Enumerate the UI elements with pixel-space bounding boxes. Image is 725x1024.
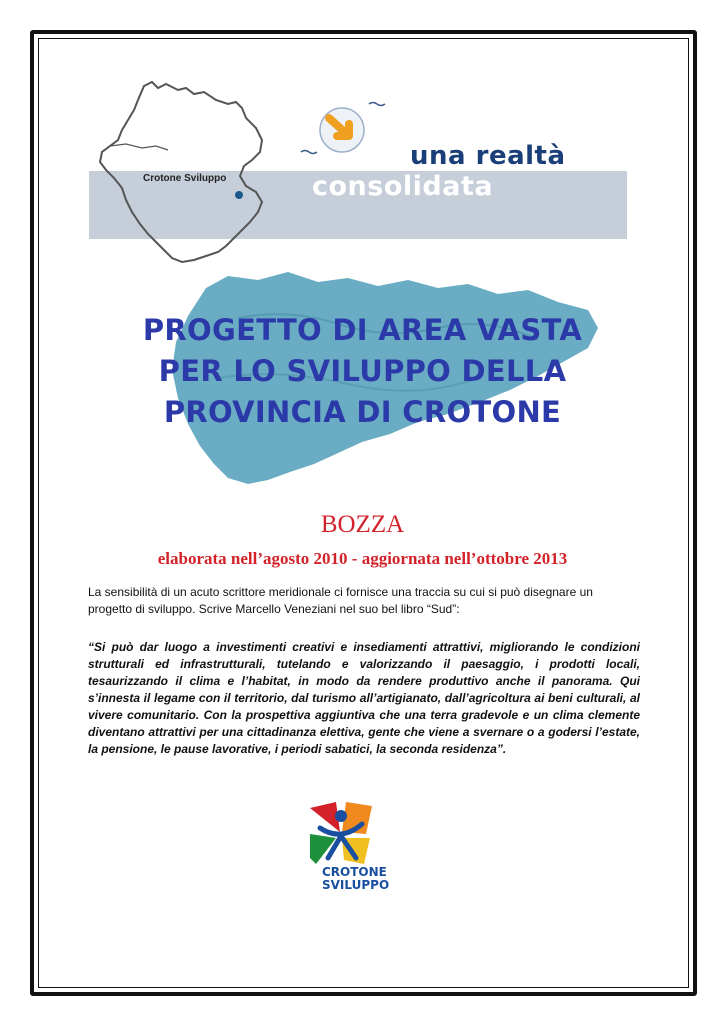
page-title <box>80 310 645 433</box>
sun-arrow-icon <box>295 96 405 166</box>
tagline-line1: una realtà <box>410 141 566 171</box>
draft-dates: elaborata nell’agosto 2010 - aggiornata nell’ottobre 2013 <box>157 549 568 568</box>
crotone-sviluppo-logo-icon <box>306 798 376 866</box>
intro-paragraph: La sensibilità di un acuto scrittore meridionale ci fornisce una traccia su cui si può disegnare un progetto di sviluppo. Scrive Marcello Veneziani nel suo bel libro “Sud”: <box>88 585 593 616</box>
footer-logo-text <box>322 866 422 892</box>
tagline-line2: consolidata <box>312 171 494 202</box>
draft-label: BOZZA <box>320 511 405 538</box>
quote-paragraph: “Si può dar luogo a investimenti creativi e insediamenti attrattivi, migliorando le condizioni strutturali ed infrastrutturali, tutelando e valorizzando il paesaggio, i prodotti locali, tesaurizzando il clima e l’habitat, in modo da rendere produttivo anche il panorama. Qui s’innesta il legame con il territorio, dal turismo all’artigianato, dall’agricoltura ai beni culturali, al vivere comunitario. Con la prospettiva aggiuntiva che una terra gradevole e un clima clemente diventano attrattivi per una cittadinanza elettiva, gente che viene a svernare o a godersi l’estate, la pensione, le pause lavorative, i periodi sabatici, la seconda residenza”. <box>88 640 640 756</box>
footer-logo-line1: CROTONE <box>322 865 387 879</box>
map-label: Crotone Sviluppo <box>143 173 227 184</box>
title-line-2: PER LO SVILUPPO DELLA <box>158 354 567 388</box>
footer-logo-line2: SVILUPPO <box>322 878 390 892</box>
title-line-3: PROVINCIA DI CROTONE <box>163 395 562 429</box>
title-line-1: PROGETTO DI AREA VASTA <box>142 313 583 347</box>
